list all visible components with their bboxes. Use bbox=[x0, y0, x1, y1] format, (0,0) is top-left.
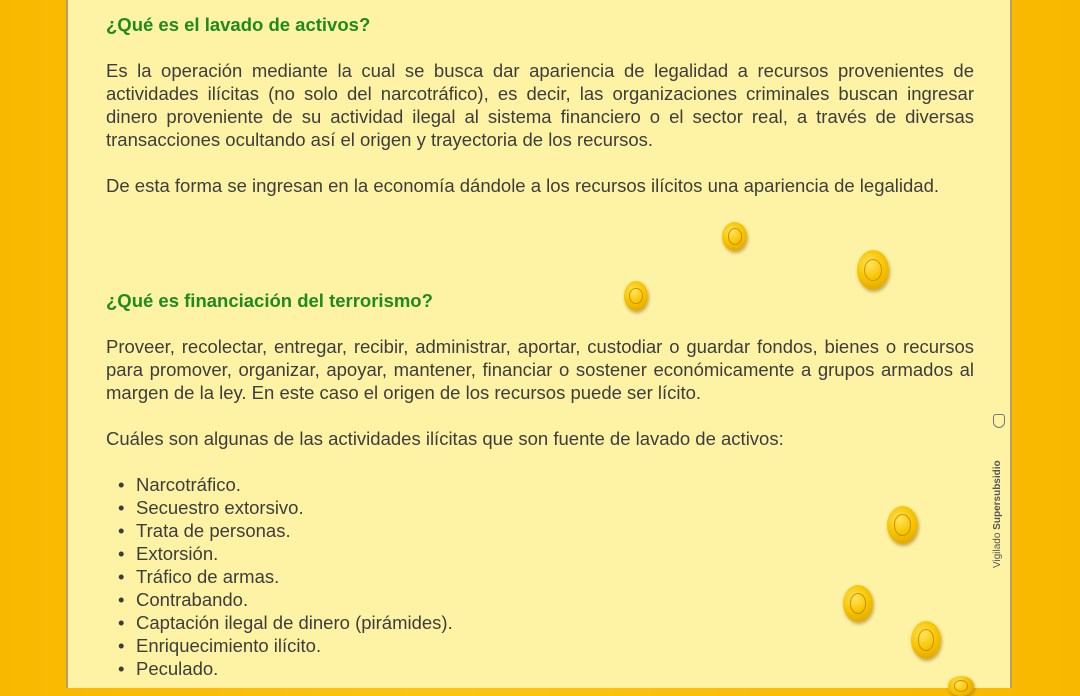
list-item: • Captación ilegal de dinero (pirámides). bbox=[106, 611, 453, 634]
section-title-lavado: ¿Qué es el lavado de activos? bbox=[106, 14, 371, 35]
list-item: • Enriquecimiento ilícito. bbox=[106, 634, 453, 657]
vigilado-label bbox=[990, 430, 1008, 570]
coin-icon bbox=[857, 250, 889, 290]
list-item: • Contrabando. bbox=[106, 588, 453, 611]
coin-icon bbox=[722, 222, 747, 251]
vigilado-brand: Supersubsidio bbox=[992, 460, 1003, 530]
section-title-terrorismo: ¿Qué es financiación del terrorismo? bbox=[106, 290, 433, 311]
coin-icon bbox=[624, 281, 648, 311]
activities-list bbox=[106, 473, 453, 680]
list-item: • Tráfico de armas. bbox=[106, 565, 453, 588]
seal-icon bbox=[993, 414, 1005, 428]
coin-icon bbox=[948, 676, 974, 696]
coin-icon bbox=[843, 585, 873, 622]
paragraph-lavado-economia: De esta forma se ingresan en la economía dándole a los recursos ilícitos una apariencia de legalidad. bbox=[106, 175, 939, 196]
paragraph-lavado-definicion: Es la operación mediante la cual se busca dar apariencia de legalidad a recursos provenientes de actividades ilícitas (no solo del narcotráfico), es decir, las organizaciones criminales buscan ingresar dinero proveniente de su actividad ilegal al sistema financiero o el sector real, a través de diversas transacciones ocultando así el origen y trayectoria de los recursos. bbox=[106, 60, 974, 150]
list-item: • Secuestro extorsivo. bbox=[106, 496, 453, 519]
list-item: • Trata de personas. bbox=[106, 519, 453, 542]
paragraph-actividades-intro: Cuáles son algunas de las actividades ilícitas que son fuente de lavado de activos: bbox=[106, 428, 784, 449]
list-item: • Extorsión. bbox=[106, 542, 453, 565]
list-item: • Peculado. bbox=[106, 657, 453, 680]
coin-icon bbox=[911, 621, 941, 659]
coin-icon bbox=[887, 506, 918, 544]
vigilado-prefix: Vigilado bbox=[992, 529, 1003, 568]
list-item: • Narcotráfico. bbox=[106, 473, 453, 496]
paragraph-terrorismo-definicion: Proveer, recolectar, entregar, recibir, administrar, aportar, custodiar o guardar fondos, bienes o recursos para promover, organizar, apoyar, mantener, financiar o sostener económicamente a grupos armados al margen de la ley. En este caso el origen de los recursos puede ser lícito. bbox=[106, 336, 974, 403]
